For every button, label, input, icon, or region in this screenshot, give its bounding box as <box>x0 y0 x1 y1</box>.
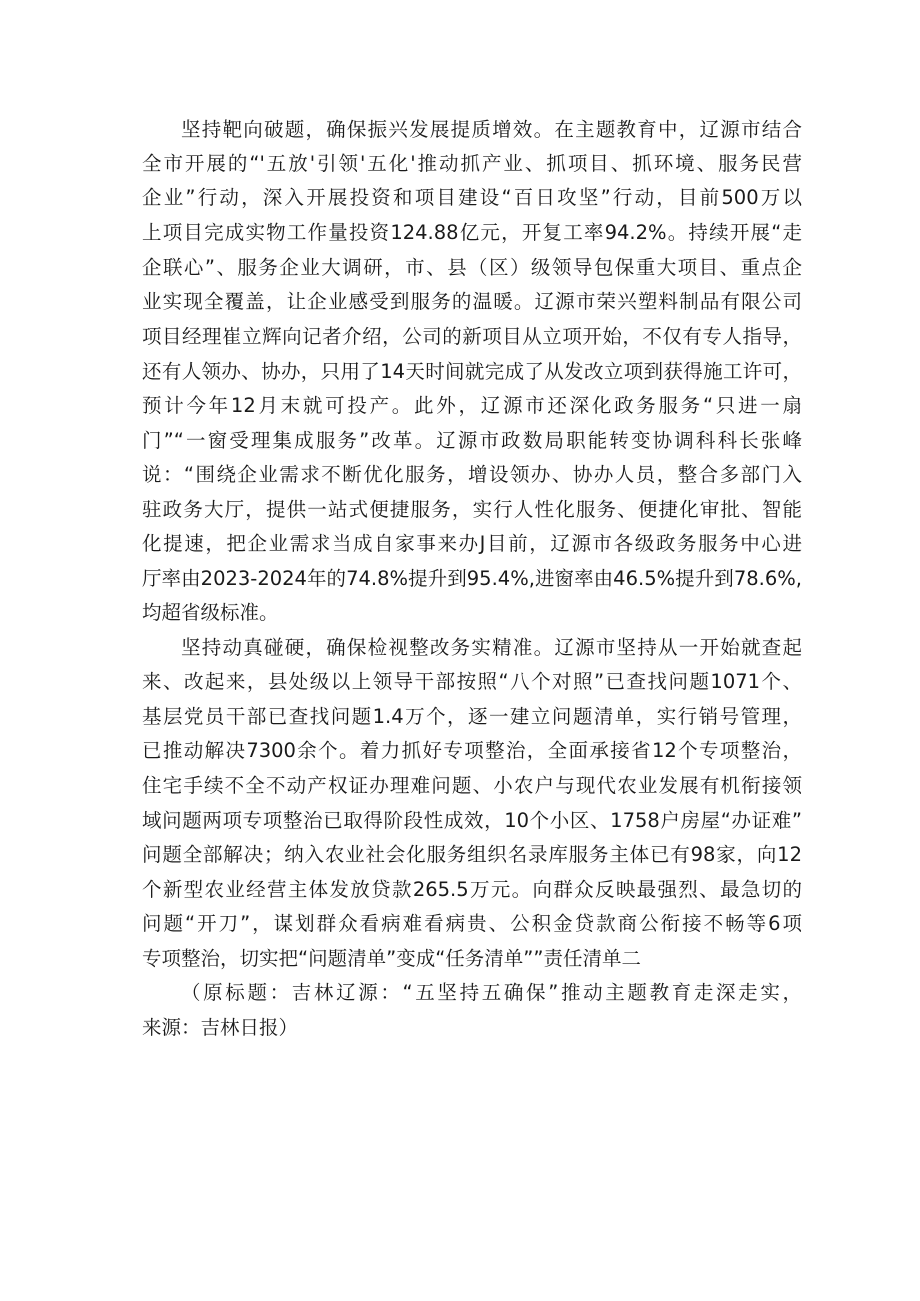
paragraph-line: 基层党员干部已查找问题1.4万个，逐一建立问题清单，实行销号管理， <box>142 705 802 728</box>
paragraph-line: 还有人领办、协办，只用了14天时间就完成了从发改立项到获得施工许可， <box>142 360 802 383</box>
paragraph-line: 企联心”、服务企业大调研，市、县（区）级领导包保重大项目、重点企 <box>142 256 802 279</box>
paragraph-line: 均超省级标准。 <box>142 601 279 624</box>
paragraph-line: 上项目完成实物工作量投资124.88亿元，开复工率94.2%。持续开展“走 <box>142 221 802 244</box>
paragraph-line: 已推动解决7300余个。着力抓好专项整治，全面承接省12个专项整治， <box>142 739 802 762</box>
paragraph-line: 来、改起来，县处级以上领导干部按照“八个对照”已查找问题1071个、 <box>142 670 802 693</box>
paragraph-line: 坚持靶向破题，确保振兴发展提质增效。在主题教育中，辽源市结合 <box>181 118 802 141</box>
paragraph-line: 说：“围绕企业需求不断优化服务，增设领办、协办人员，整合多部门入 <box>142 463 802 486</box>
paragraph-line: 住宅手续不全不动产权证办理难问题、小农户与现代农业发展有机衔接领 <box>142 774 802 797</box>
paragraph-line: 问题“开刀”，谋划群众看病难看病贵、公积金贷款商公衔接不畅等6项 <box>142 912 802 935</box>
paragraph-line: 化提速，把企业需求当成自家事来办J目前，辽源市各级政务服务中心进 <box>142 532 802 555</box>
paragraph-line: 全市开展的“'五放'引领'五化'推动抓产业、抓项目、抓环境、服务民营 <box>142 152 802 175</box>
paragraph-line: 个新型农业经营主体发放贷款265.5万元。向群众反映最强烈、最急切的 <box>142 878 802 901</box>
paragraph-line: 项目经理崔立辉向记者介绍，公司的新项目从立项开始，不仅有专人指导， <box>142 325 802 348</box>
paragraph-line: 门”“一窗受理集成服务”改革。辽源市政数局职能转变协调科科长张峰 <box>142 429 802 452</box>
paragraph-line: 问题全部解决；纳入农业社会化服务组织名录库服务主体已有98家，向12 <box>142 843 802 866</box>
paragraph-line: 驻政务大厅，提供一站式便捷服务，实行人性化服务、便捷化审批、智能 <box>142 498 802 521</box>
paragraph-line: 企业”行动，深入开展投资和项目建设“百日攻坚”行动，目前500万以 <box>142 186 802 209</box>
paragraph-line: 预计今年12月末就可投产。此外，辽源市还深化政务服务“只进一扇 <box>142 394 802 417</box>
source-note-line: 来源：吉林日报） <box>142 1016 299 1039</box>
paragraph-line: 专项整治，切实把“问题清单”变成“任务清单””责任清单二 <box>142 947 642 970</box>
paragraph-line: 业实现全覆盖，让企业感受到服务的温暖。辽源市荣兴塑料制品有限公司 <box>142 290 802 313</box>
paragraph-line: 厅率由2023-2024年的74.8%提升到95.4%,进窗率由46.5%提升到78.6%, <box>142 567 802 590</box>
paragraph-line: 坚持动真碰硬，确保检视整改务实精准。辽源市坚持从一开始就查起 <box>181 636 802 659</box>
source-note-line: （原标题：吉林辽源：“五坚持五确保”推动主题教育走深走实， <box>181 981 802 1004</box>
paragraph-line: 域问题两项专项整治已取得阶段性成效，10个小区、1758户房屋“办证难” <box>142 809 802 832</box>
